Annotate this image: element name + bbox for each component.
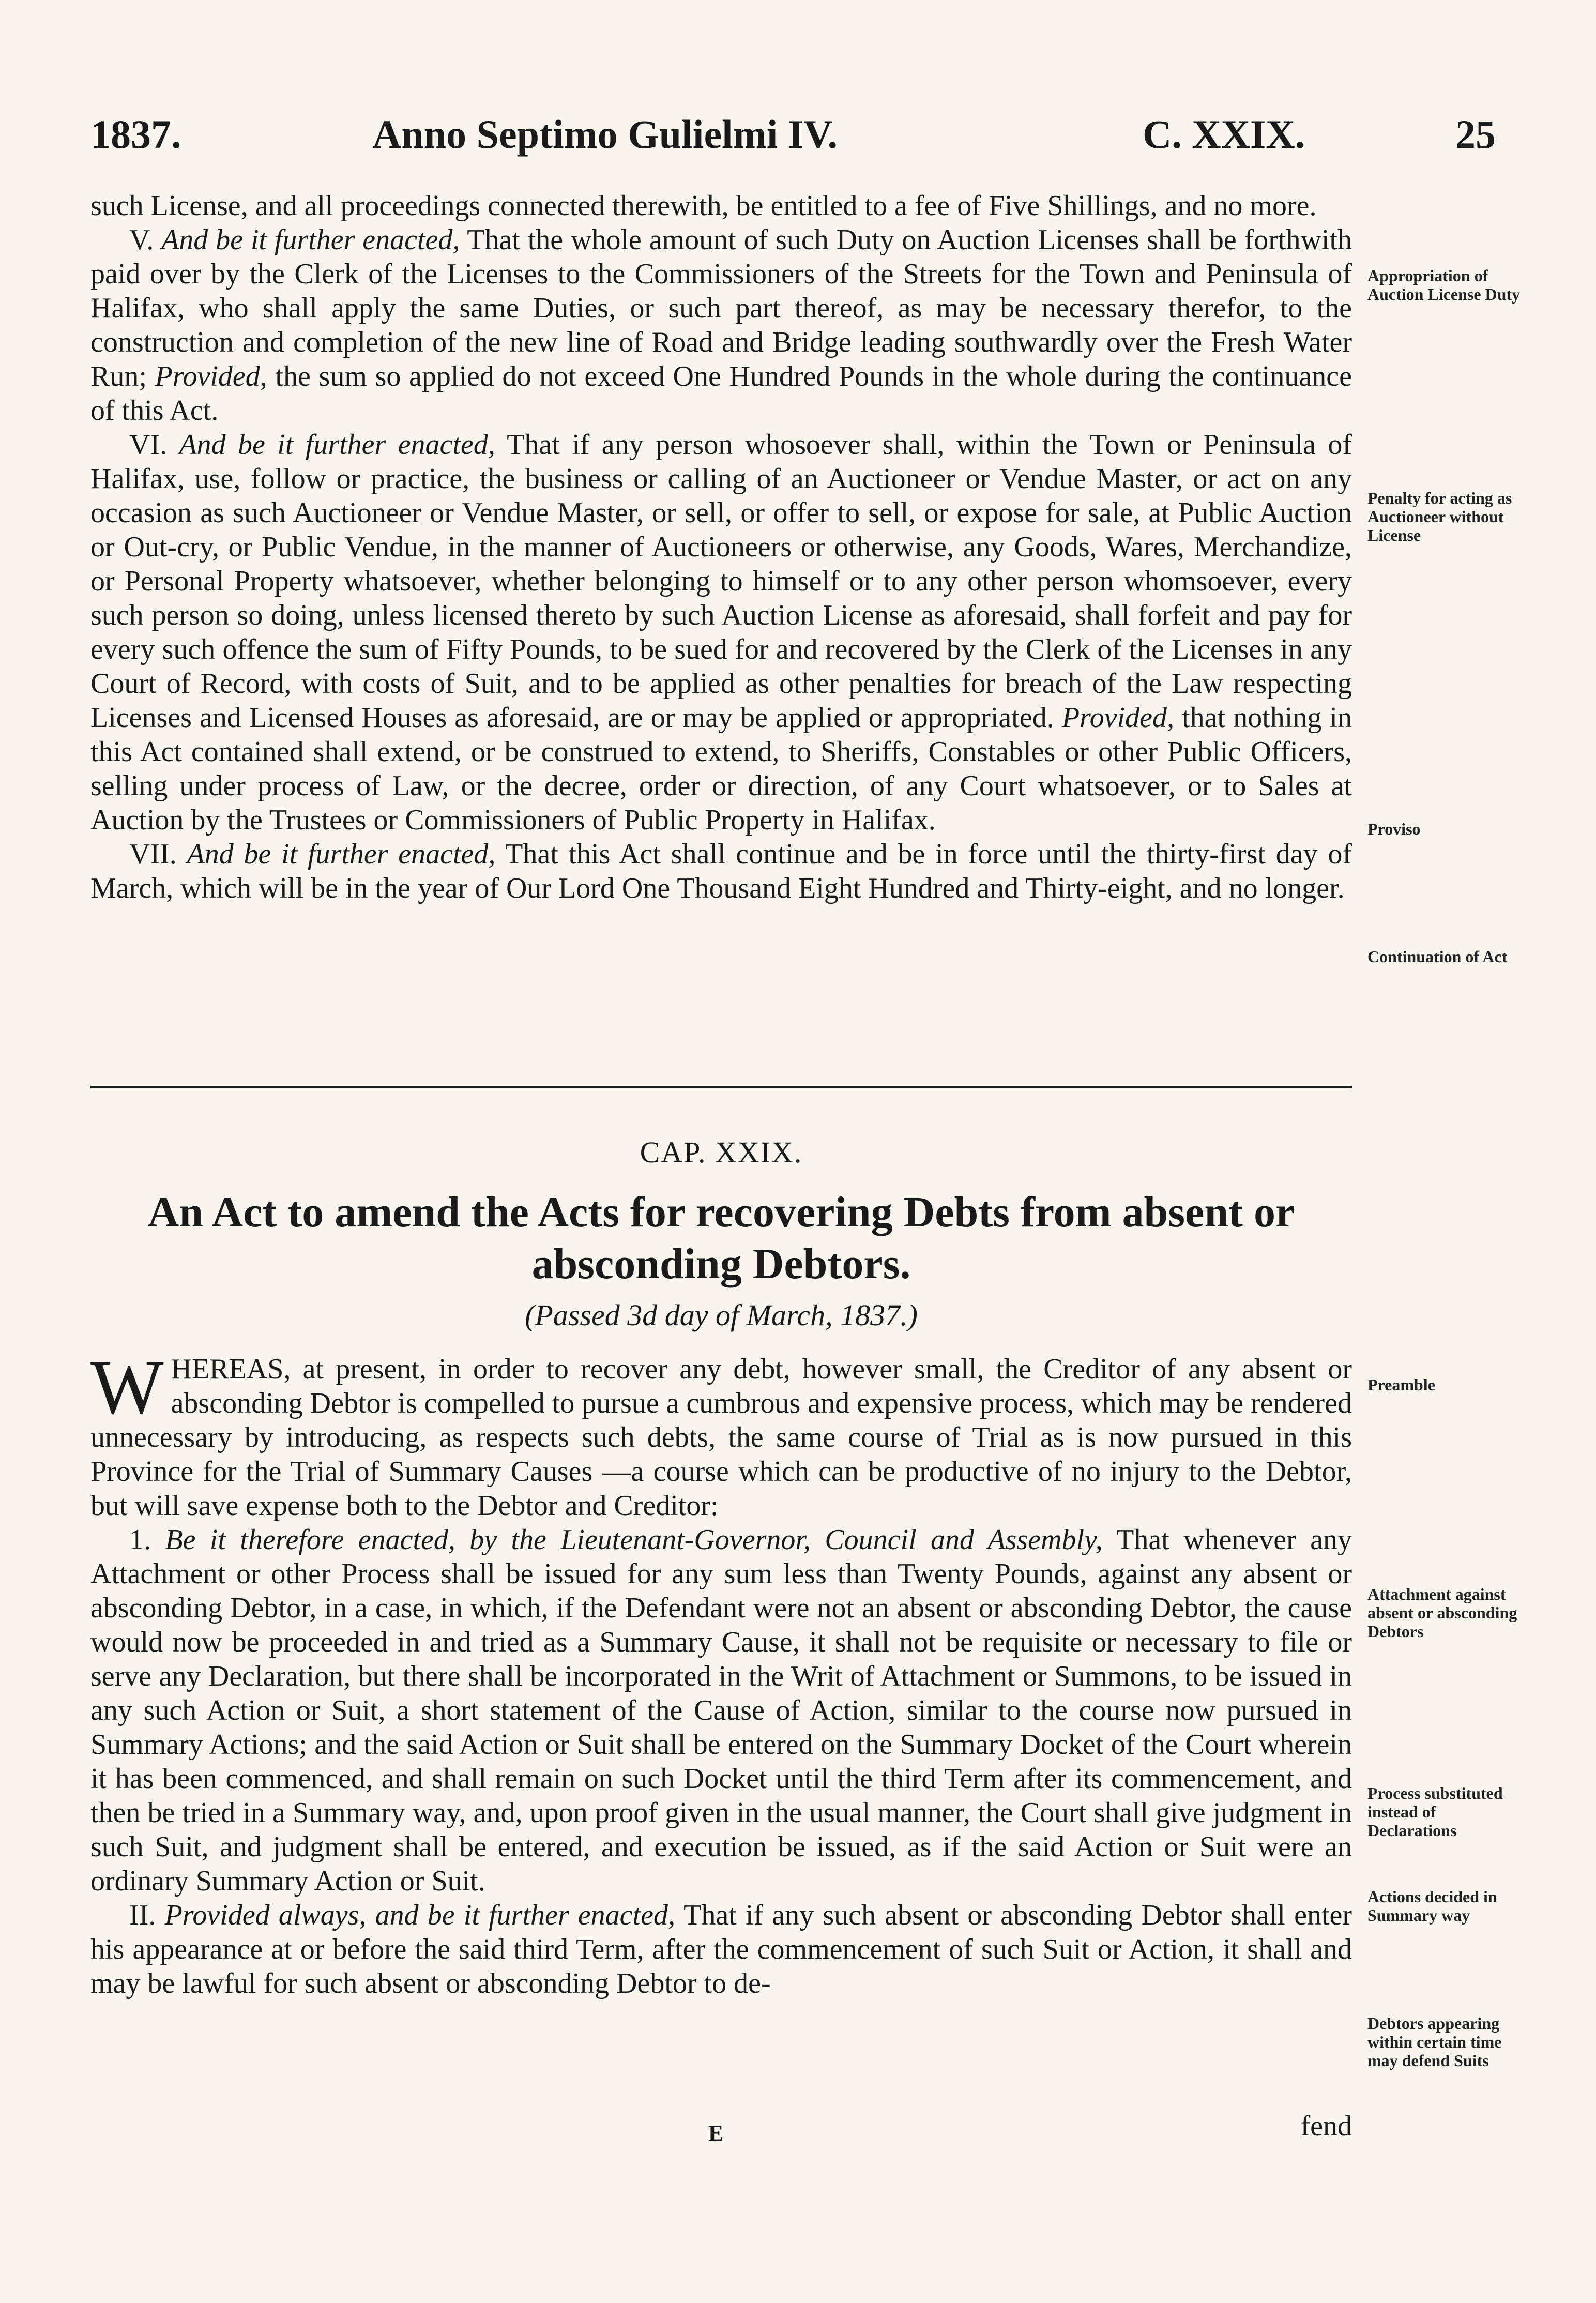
section-number: 1. (129, 1524, 151, 1556)
section-vi (90, 428, 1352, 837)
section-1 (90, 1523, 1352, 1898)
cap-number: CAP. XXIX. (640, 1135, 803, 1169)
margin-note-attachment: Attachment against absent or absconding Debtors (1367, 1585, 1517, 1641)
section-number: V. (129, 224, 154, 256)
margin-note-proviso: Proviso (1367, 820, 1421, 838)
passed-date: (Passed 3d day of March, 1837.) (525, 1298, 918, 1332)
act-text (90, 1344, 1352, 2001)
running-header (90, 106, 1523, 163)
margin-note-process: Process substituted instead of Declarations (1367, 1784, 1503, 1840)
catchword: fend (1300, 2110, 1352, 2142)
header-year: 1837. (90, 112, 181, 157)
margin-note-preamble: Preamble (1367, 1375, 1435, 1394)
preamble (90, 1344, 1352, 1523)
section-text: That this Act shall continue and be in force until the thirty-first day of March, which will be in the year of Our Lord One Thousand Eight Hundred and Thirty-eight, and no longer. (90, 838, 1352, 904)
margin-note-penalty: Penalty for acting as Auctioneer without License (1367, 489, 1512, 544)
enacting-clause: And be it further enacted, (187, 838, 496, 870)
section-number: VI. (129, 429, 168, 461)
section-text: That whenever any Attachment or other Process shall be issued for any sum less than Twenty Pounds, against any absent or absconding Debtor, in a case, in which, if the Defendant were not an absent or absconding Debtor, the cause would now be proceeded in and tried as a Summary Cause, it shall not be requisite or necessary to file or serve any Declaration, but there shall be incorporated in the Writ of Attachment or Summons, to be issued in any such Action or Suit, a short statement of the Cause of Action, similar to the course now pursued in Summary Actions; and the said Action or Suit shall be entered on the Summary Docket of the Court wherein it has been commenced, and shall remain on such Docket until the third Term after its commencement, and then be tried in a Summary way, and, upon proof given in the usual manner, the Court shall give judgment in such Suit, and judgment shall be entered, and execution be issued, as if the said Action or Suit were an ordinary Summary Action or Suit. (90, 1524, 1352, 1897)
section-v (90, 223, 1352, 428)
section-text: That the whole amount of such Duty on Auction Licenses shall be forthwith paid over by the Clerk of the Licenses to the Commissioners of the Streets for the Town and Peninsula of Halifax, who shall apply the same Duties, or such part thereof, as may be necessary therefor, to the construction and completion of the new line of Road and Bridge leading southwardly over the Fresh Water Run; (90, 224, 1352, 392)
section-text: That if any such absent or absconding Debtor shall enter his appearance at or before the said third Term, after the commencement of such Suit or Action, it shall and may be lawful for such absent or absconding Debtor to de- (90, 1899, 1352, 1999)
enacting-clause: And be it further enacted, (179, 429, 495, 461)
margin-note-appropriation: Appropriation of Auction License Duty (1367, 266, 1521, 304)
proviso-word: Provided, (1061, 702, 1175, 734)
section-text: That if any person whosoever shall, within the Town or Peninsula of Halifax, use, follow or practice, the business or calling of an Auctioneer or Vendue Master, or act on any occasion as such Auctioneer or Vendue Master, or sell, or offer to sell, or expose for sale, at Public Auction or Out-cry, or Public Vendue, in the manner of Auctioneers or otherwise, any Goods, Wares, Merchandize, or Personal Property whatsoever, whether belonging to himself or to any other person whomsoever, every such person so doing, unless licensed thereto by such Auction License as aforesaid, shall forfeit and pay for every such offence the sum of Fifty Pounds, to be sued for and recovered by the Clerk of the Licenses in any Court of Record, with costs of Suit, and to be applied as other penalties for breach of the Law respecting Licenses and Licensed Houses as aforesaid, are or may be applied or appropriated. (90, 429, 1352, 734)
header-chapter: C. XXIX. (1143, 112, 1305, 157)
section-text: that nothing in this Act contained shall extend, or be construed to extend, to Sheriffs, Constables or other Public Officers, selling under process of Law, or the decree, order or direction, of any Court whatsoever, or to Sales at Auction by the Trustees or Commissioners of Public Property in Halifax. (90, 702, 1352, 836)
section-divider (90, 1086, 1352, 1088)
paragraph-fee: such License, and all proceedings connected therewith, be entitled to a fee of Five Shillings, and no more. (90, 190, 1317, 222)
margin-note-debtors: Debtors appearing within certain time may defend Suits (1367, 2014, 1502, 2070)
section-number: VII. (129, 838, 177, 870)
section-ii (90, 1898, 1352, 2001)
enacting-clause: Provided always, and be it further enacted, (164, 1899, 675, 1931)
drop-cap: W (90, 1344, 164, 1430)
margin-note-actions: Actions decided in Summary way (1367, 1887, 1497, 1925)
header-title: Anno Septimo Gulielmi IV. (372, 112, 838, 157)
section-text: the sum so applied do not exceed One Hundred Pounds in the whole during the continuance of this Act. (90, 360, 1352, 427)
preamble-text: HEREAS, at present, in order to recover any debt, however small, the Creditor of any absent or absconding Debtor is compelled to pursue a cumbrous and expensive process, which may be rendered unnecessary by introducing, as respects such debts, the same course of Trial as is now pursued in this Province for the Trial of Summary Causes —a course which can be productive of no injury to the Debtor, but will save expense both to the Debtor and Creditor: (90, 1353, 1352, 1522)
enacting-clause: Be it therefore enacted, by the Lieutenant-Governor, Council and Assembly, (165, 1524, 1103, 1556)
page-number: 25 (1455, 112, 1496, 157)
section-number: II. (129, 1899, 156, 1931)
signature-mark: E (708, 2120, 724, 2146)
section-vii (90, 837, 1352, 905)
act-title: An Act to amend the Acts for recovering Debts from absent or absconding Debtors. (147, 1188, 1295, 1288)
proviso-word: Provided, (155, 360, 267, 392)
previous-act-text (90, 189, 1352, 905)
enacting-clause: And be it further enacted, (161, 224, 460, 256)
margin-note-continuation: Continuation of Act (1367, 947, 1508, 966)
